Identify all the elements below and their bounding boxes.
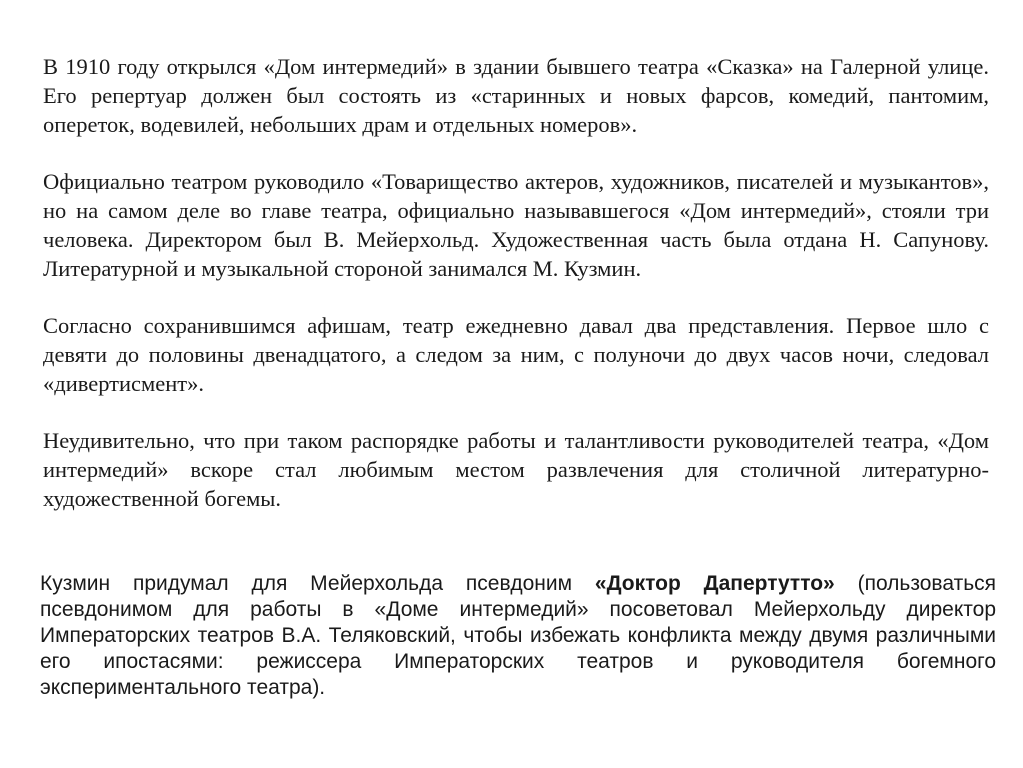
paragraph-performance-schedule: Согласно сохранившимся афишам, театр ежедневно давал два представления. Первое шло с девяти до половины двенадцатого, а следом за ним, с полуночи до двух часов ночи, следовал «дивертисмент». [43,313,989,396]
paragraph-bohemia-favorite: Неудивительно, что при таком распорядке работы и талантливости руководителей театра, «Дом интермедий» вскоре стал любимым местом развлечения для столичной литературно-художественной богемы. [43,428,989,511]
main-text [43,52,989,513]
pseudonym-name: «Доктор Дапертутто» [594,572,835,595]
paragraph-dom-intermediy-opening: В 1910 году открылся «Дом интермедий» в здании бывшего театра «Сказка» на Галерной улице. Его репертуар должен был состоять из «старинных и новых фарсов, комедий, пантомим, опереток, водевилей, небольших драм и отдельных номеров». [43,54,989,137]
paragraph-theatre-leadership: Официально театром руководило «Товарищество актеров, художников, писателей и музыкантов», но на самом деле во главе театра, официально называвшегося «Дом интермедий», стояли три человека. Директором был В. Мейерхольд. Художественная часть была отдана Н. Сапунову. Литературной и музыкальной стороной занимался М. Кузмин. [43,169,989,281]
pseudonym-note-rest: (пользоваться псевдонимом для работы в «Доме интермедий» посоветовал Мейерхольду директор Императорских театров В.А. Теляковский, чтобы избежать конфликта между двумя различными его ипостасями: режиссера Императорских театров и руководителя богемного экспериментального театра). [40,572,997,699]
pseudonym-note-intro: Кузмин придумал для Мейерхольда псевдоним [40,572,595,595]
pseudonym-note [40,571,996,701]
